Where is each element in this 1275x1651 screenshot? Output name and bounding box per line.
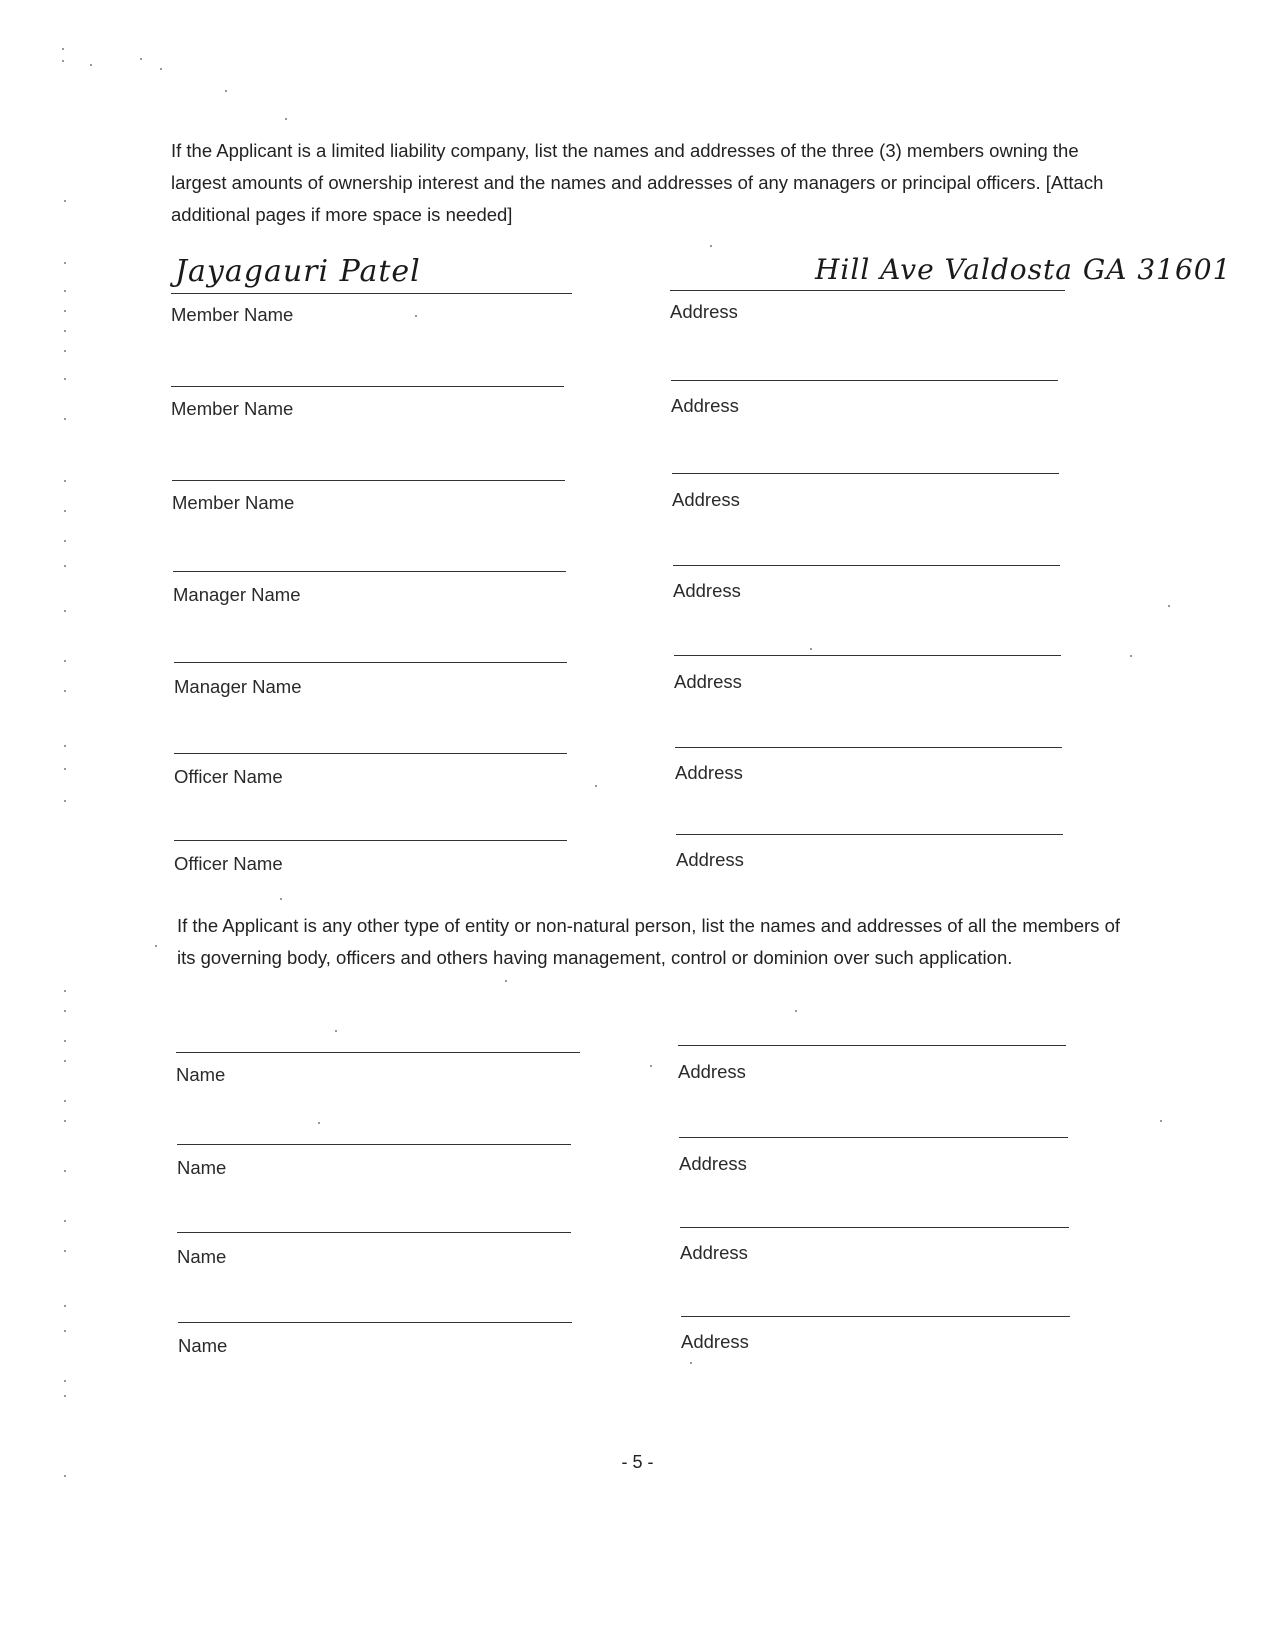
address-line[interactable] (676, 834, 1063, 835)
address-label: Address (681, 1331, 749, 1352)
name-line[interactable] (176, 1052, 580, 1053)
name-label: Name (177, 1246, 227, 1267)
address-label: Address (674, 671, 742, 692)
address-line[interactable] (675, 747, 1062, 748)
name-line[interactable] (178, 1322, 572, 1323)
manager-name-line[interactable] (174, 662, 567, 663)
intro-instructions: If the Applicant is a limited liability company, list the names and addresses of the three (3) members owning the largest amounts of ownership interest and the names and addresses of any managers or principal officers. [Attach additional pages if more space is needed] (171, 140, 1104, 225)
member-name-label: Member Name (171, 304, 294, 325)
address-label: Address (679, 1153, 747, 1174)
manager-name-label: Manager Name (173, 584, 301, 605)
address-label: Address (673, 580, 741, 601)
officer-name-label: Officer Name (174, 853, 283, 874)
officer-name-line[interactable] (174, 753, 567, 754)
address-line[interactable] (678, 1045, 1066, 1046)
page-number: - 5 - (621, 1452, 654, 1472)
address-line[interactable] (672, 473, 1059, 474)
officer-name-label: Officer Name (174, 766, 283, 787)
address-label: Address (675, 762, 743, 783)
address-line[interactable] (680, 1227, 1069, 1228)
address-handwritten: Hill Ave Valdosta GA 31601 (815, 253, 1232, 286)
name-label: Name (177, 1157, 227, 1178)
address-line[interactable] (674, 655, 1061, 656)
address-label: Address (672, 489, 740, 510)
member-name-label: Member Name (172, 492, 295, 513)
name-line[interactable] (177, 1144, 571, 1145)
officer-name-line[interactable] (174, 840, 567, 841)
manager-name-line[interactable] (173, 571, 566, 572)
address-line[interactable] (671, 380, 1058, 381)
address-line[interactable] (670, 290, 1065, 291)
name-label: Name (178, 1335, 228, 1356)
address-label: Address (671, 395, 739, 416)
member-name-label: Member Name (171, 398, 294, 419)
member-name-line[interactable] (171, 293, 572, 294)
address-label: Address (670, 301, 738, 322)
address-label: Address (678, 1061, 746, 1082)
address-line[interactable] (679, 1137, 1068, 1138)
address-label: Address (676, 849, 744, 870)
other-entity-instructions: If the Applicant is any other type of entity or non-natural person, list the names and addresses of all the members of its governing body, officers and others having management, control or dominion over such application. (177, 915, 1120, 968)
manager-name-label: Manager Name (174, 676, 302, 697)
name-label: Name (176, 1064, 226, 1085)
member-name-line[interactable] (172, 480, 565, 481)
member-name-line[interactable] (171, 386, 564, 387)
member-name-handwritten: Jayagauri Patel (175, 254, 421, 289)
address-label: Address (680, 1242, 748, 1263)
address-line[interactable] (681, 1316, 1070, 1317)
address-line[interactable] (673, 565, 1060, 566)
name-line[interactable] (177, 1232, 571, 1233)
